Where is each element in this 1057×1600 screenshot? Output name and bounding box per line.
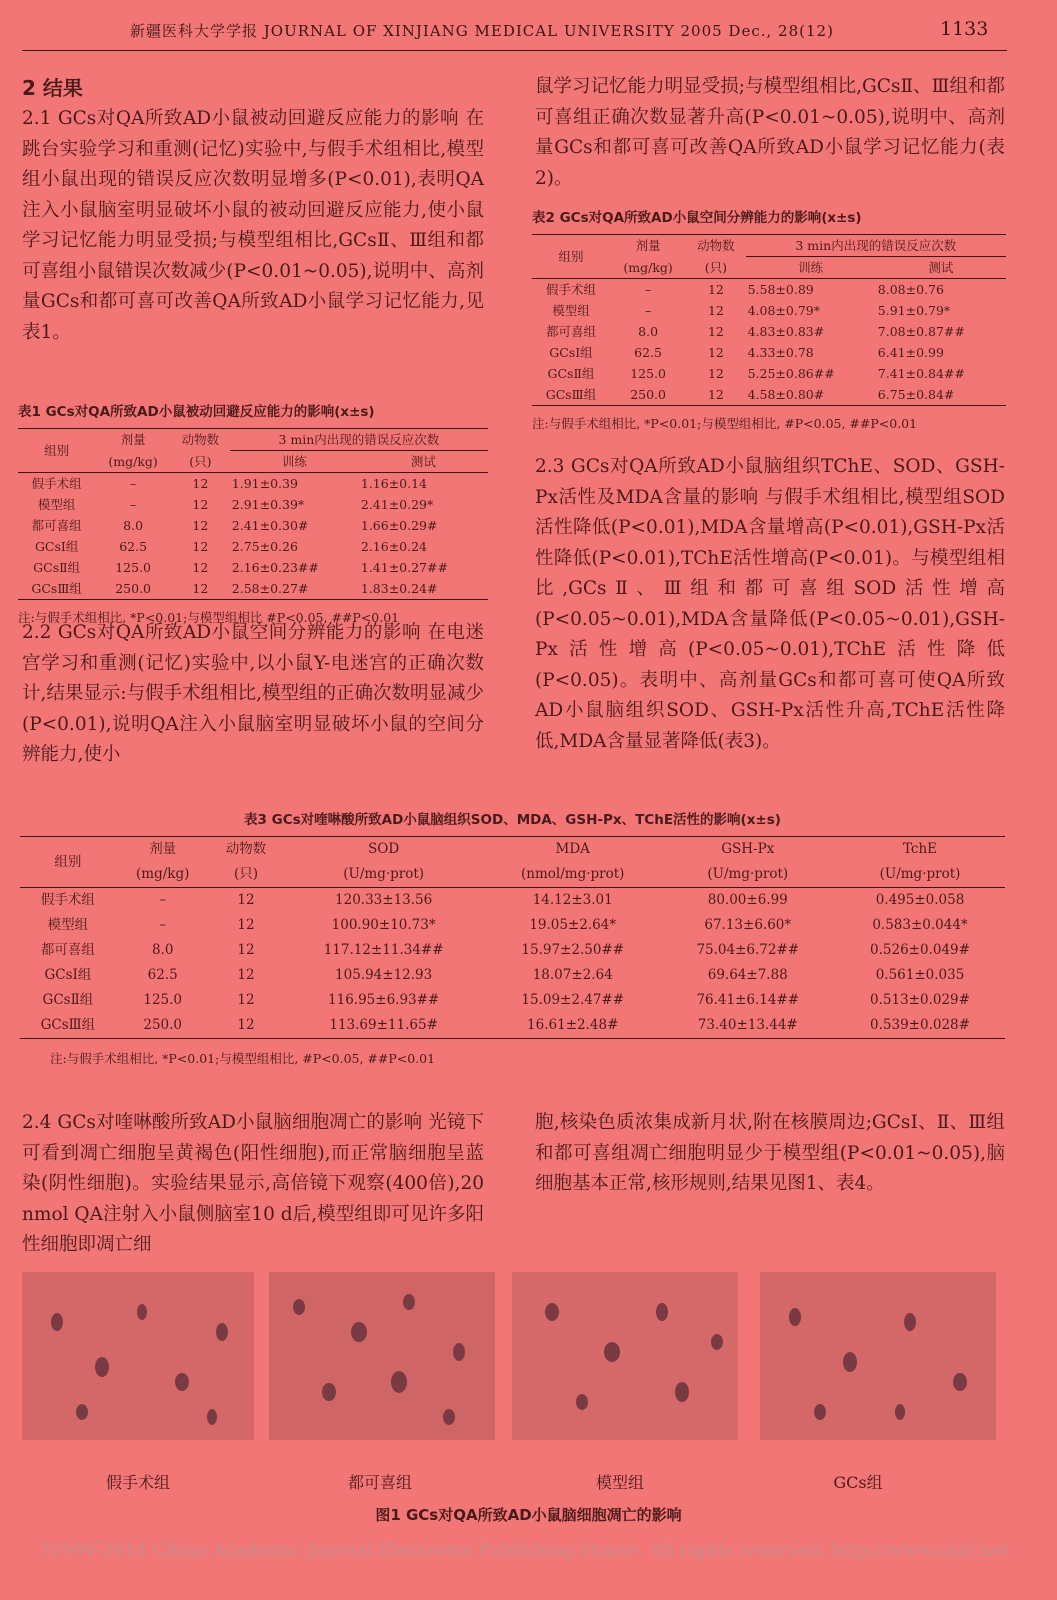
table-header-unit: (U/mg·prot) [707, 866, 789, 882]
micrograph-model [512, 1272, 738, 1440]
table-header: 训练 [281, 454, 307, 469]
table-row: 假手术组 – 12 1.91±0.39 1.16±0.14 [31, 476, 428, 491]
right-column-bottom [535, 1108, 1005, 1200]
figure-label-model: 模型组 [595, 1473, 644, 1492]
table-header: 训练 [798, 260, 824, 275]
footer-copyright: ?1994-2014 China Academic Journal Electronic Publishing House. All rights reserved. http://www.cnki.net [40, 1540, 1011, 1561]
table-2-block [532, 206, 1006, 432]
table-row: GCsⅢ组 250.0 12 2.58±0.27# 1.83±0.24# [18, 578, 488, 600]
table-header: 3 min内出现的错误反应次数 [230, 429, 488, 451]
page-header [0, 16, 1057, 56]
table-header: 剂量 [635, 238, 661, 254]
left-column-bottom [22, 1108, 484, 1261]
table-1-note: 注:与假手术组相比, *P<0.01;与模型组相比 #P<0.05, ##P<0.01 [18, 610, 400, 625]
paragraph-2-3: 2.3 GCs对QA所致AD小鼠脑组织TChE、SOD、GSH-Px活性及MDA含量的影响 与假手术组相比,模型组SOD活性降低(P<0.01),MDA含量增高(P<0.01),GSH-Px活性降低(P<0.01),TChE活性增高(P<0.01)。与模型组相比,GCsⅡ、Ⅲ组和都可喜组SOD活性增高(P<0.05~0.01),MDA含量降低(P<0.05~0.01),GSH-Px活性增高(P<0.05~0.01),TChE活性降低(P<0.05)。表明中、高剂量GCs和都可喜可使QA所致AD小鼠脑组织SOD、GSH-Px活性升高,TChE活性降低,MDA含量显著降低(表3)。 [535, 456, 1005, 752]
table-3-block [20, 808, 1005, 1067]
table-row: 模型组 – 12 4.08±0.79* 5.91±0.79* [552, 303, 951, 318]
right-column-middle [535, 452, 1005, 757]
section-heading: 2 结果 [22, 76, 83, 100]
table-row: 都可喜组 8.0 12 2.41±0.30# 1.66±0.29# [31, 518, 438, 533]
table-row: 都可喜组 8.0 12 117.12±11.34## 15.97±2.50## 75.04±6.72## 0.526±0.049# [40, 942, 970, 958]
table-row: GCsⅠ组 62.5 12 105.94±12.93 18.07±2.64 69.64±7.88 0.561±0.035 [44, 967, 965, 983]
table-header-unit: (mg/kg) [136, 866, 190, 882]
figure-label-sham: 假手术组 [105, 1473, 170, 1492]
table-header-unit: (只) [704, 259, 728, 275]
table-header: 动物数 [225, 841, 267, 857]
table-header: 剂量 [149, 841, 177, 857]
table-header: TchE [902, 841, 938, 857]
table-3-caption: 表3 GCs对喹啉酸所致AD小鼠脑组织SOD、MDA、GSH-Px、TChE活性的影响(x±s) [244, 812, 781, 828]
micrograph-duxil [269, 1272, 495, 1440]
table-3-note: 注:与假手术组相比, *P<0.01;与模型组相比, #P<0.05, ##P<0.01 [50, 1051, 436, 1066]
table-header: 3 min内出现的错误反应次数 [746, 235, 1006, 257]
table-header: 组别 [558, 249, 584, 264]
paragraph-2-2-cont: 鼠学习记忆能力明显受损;与模型组相比,GCsⅡ、Ⅲ组和都可喜组正确次数显著升高(P<0.01~0.05),说明中、高剂量GCs和都可喜可改善QA所致AD小鼠学习记忆能力(表2)。 [535, 76, 1005, 189]
paragraph-2-4-cont: 胞,核染色质浓集成新月状,附在核膜周边;GCsⅠ、Ⅱ、Ⅲ组和都可喜组凋亡细胞明显少于模型组(P<0.01~0.05),脑细胞基本正常,核形规则,结果见图1、表4。 [535, 1112, 1005, 1194]
table-header-unit: (U/mg·prot) [879, 866, 961, 882]
paragraph-2-4: 2.4 GCs对喹啉酸所致AD小鼠脑细胞凋亡的影响 光镜下可看到凋亡细胞呈黄褐色(阳性细胞),而正常脑细胞呈蓝染(阴性细胞)。实验结果显示,高倍镜下观察(400倍),20 nmol QA注射入小鼠侧脑室10 d后,模型组即可见许多阳性细胞即凋亡细 [22, 1112, 484, 1255]
table-3 [20, 836, 1005, 1039]
paragraph-2-2: 2.2 GCs对QA所致AD小鼠空间分辨能力的影响 在电迷宫学习和重测(记忆)实验中,以小鼠Y-电迷宫的正确次数计,结果显示:与假手术组相比,模型组的正确次数明显减少(P<0.01),说明QA注入小鼠脑室明显破坏小鼠的空间分辨能力,使小 [22, 622, 484, 765]
table-row: GCsⅢ组 250.0 12 113.69±11.65# 16.61±2.48# 73.40±13.44# 0.539±0.028# [20, 1013, 1005, 1039]
table-2-caption: 表2 GCs对QA所致AD小鼠空间分辨能力的影响(x±s) [532, 210, 862, 226]
table-header: 测试 [410, 454, 436, 469]
table-header: SOD [368, 841, 400, 857]
figure-label-gcs: GCs组 [833, 1473, 883, 1492]
table-row: 模型组 – 12 2.91±0.39* 2.41±0.29* [37, 497, 434, 512]
table-header: 剂量 [120, 432, 146, 448]
table-header: 测试 [928, 260, 954, 275]
micrograph-sham-image [22, 1272, 254, 1440]
micrograph-gcs [760, 1272, 996, 1440]
table-header: MDA [555, 841, 590, 857]
header-rule [22, 50, 1007, 51]
table-2-note: 注:与假手术组相比, *P<0.01;与模型组相比, #P<0.05, ##P<0.01 [532, 416, 918, 431]
table-header-unit: (nmol/mg·prot) [521, 866, 625, 882]
table-row: GCsⅡ组 125.0 12 2.16±0.23## 1.41±0.27## [33, 560, 448, 575]
table-row: GCsⅢ组 250.0 12 4.58±0.80# 6.75±0.84# [532, 384, 1006, 406]
table-header: GSH-Px [721, 841, 775, 857]
table-header: 组别 [54, 853, 82, 870]
figure-label-duxil: 都可喜组 [347, 1473, 412, 1492]
table-header-unit: (U/mg·prot) [343, 866, 425, 882]
micrograph-sham [22, 1272, 254, 1440]
micrograph-gcs-image [760, 1272, 996, 1440]
right-column-top [535, 72, 1005, 194]
table-row: 假手术组 – 12 5.58±0.89 8.08±0.76 [545, 282, 944, 297]
table-header-unit: (只) [189, 453, 212, 469]
micrograph-duxil-image [269, 1272, 495, 1440]
table-2 [532, 234, 1006, 406]
table-row: GCsⅡ组 125.0 12 116.95±6.93## 15.09±2.47## 76.41±6.14## 0.513±0.029# [42, 992, 970, 1008]
table-row: GCsⅠ组 62.5 12 4.33±0.78 6.41±0.99 [549, 345, 944, 360]
left-column-top [22, 72, 484, 348]
table-1-block [18, 400, 488, 626]
left-column-middle [22, 618, 484, 771]
table-row: GCsⅠ组 62.5 12 2.75±0.26 2.16±0.24 [34, 539, 428, 554]
journal-title: 新疆医科大学学报 JOURNAL OF XINJIANG MEDICAL UNIVERSITY 2005 Dec., 28(12) [130, 22, 834, 40]
figure-caption: 图1 GCs对QA所致AD小鼠脑细胞凋亡的影响 [375, 1506, 682, 1524]
table-header-unit: (只) [233, 866, 258, 882]
page-number: 1133 [940, 18, 989, 40]
table-1 [18, 428, 488, 600]
table-header-unit: (mg/kg) [623, 259, 673, 275]
table-row: 都可喜组 8.0 12 4.83±0.83# 7.08±0.87## [545, 324, 965, 339]
table-row: 假手术组 – 12 120.33±13.56 14.12±3.01 80.00±6.99 0.495±0.058 [40, 892, 965, 908]
table-header-unit: (mg/kg) [108, 453, 158, 469]
table-row: 模型组 – 12 100.90±10.73* 19.05±2.64* 67.13±6.60* 0.583±0.044* [47, 917, 968, 933]
paragraph-2-1: 2.1 GCs对QA所致AD小鼠被动回避反应能力的影响 在跳台实验学习和重测(记忆)实验中,与假手术组相比,模型组小鼠出现的错误反应次数明显增多(P<0.01),表明QA注入小鼠脑室明显破坏小鼠的被动回避反应能力,使小鼠学习记忆能力明显受损;与模型组相比,GCsⅡ、Ⅲ组和都可喜组小鼠错误次数减少(P<0.01~0.05),说明中、高剂量GCs和都可喜可改善QA所致AD小鼠学习记忆能力,见表1。 [22, 108, 484, 343]
table-row: GCsⅡ组 125.0 12 5.25±0.86## 7.41±0.84## [547, 366, 965, 381]
table-1-caption: 表1 GCs对QA所致AD小鼠被动回避反应能力的影响(x±s) [18, 404, 375, 420]
table-header: 动物数 [697, 238, 735, 254]
table-header: 动物数 [181, 432, 220, 448]
micrograph-model-image [512, 1272, 738, 1440]
table-header: 组别 [44, 443, 70, 458]
